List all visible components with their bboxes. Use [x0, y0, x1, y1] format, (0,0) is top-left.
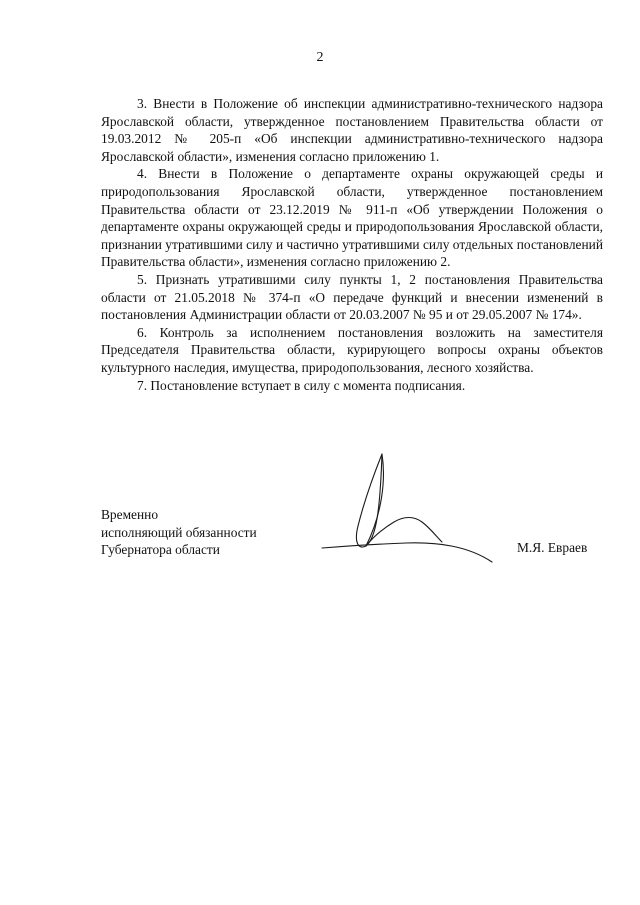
document-body — [101, 95, 603, 394]
page-number: 2 — [316, 50, 324, 65]
signatory-title — [101, 506, 257, 559]
handwritten-signature — [318, 452, 498, 572]
signatory-title-line: Временно — [101, 507, 159, 522]
paragraph-7: 7. Постановление вступает в силу с момента подписания. — [137, 377, 466, 393]
signatory-title-line: Губернатора области — [101, 542, 220, 558]
paragraph-6: 6. Контроль за исполнением постановления возложить на заместителя Председателя Правительства области, курирующего вопросы охраны объектов культурного наследия, имущества, природопользования, лесного хозяйства. — [101, 324, 603, 375]
paragraph-4: 4. Внести в Положение о департаменте охраны окружающей среды и природопользования Ярославской области, утвержденное постановлением Правительства области от 23.12.2019 № 911-п «Об утверждении Положения о департаменте охраны окружающей среды и природопользования Ярославской области, признании утратившими силу и частично утратившими силу отдельных постановлений Правительства области», изменения согласно приложению 2. — [101, 166, 603, 270]
signatory-title-line: исполняющий обязанности — [101, 524, 257, 540]
paragraph-5: 5. Признать утратившими силу пункты 1, 2 постановления Правительства области от 21.05.2018 № 374-п «О передаче функций и внесении изменений в постановления Администрации области от 20.03.2007 № 95 и от 29.05.2007 № 174». — [101, 271, 603, 323]
paragraph-3: 3. Внести в Положение об инспекции административно-технического надзора Ярославской области, утвержденное постановлением Правительства области от 19.03.2012 № 205-п «Об инспекции административно-технического надзора Ярославской области», изменения согласно приложению 1. — [101, 96, 603, 164]
signer-name: М.Я. Евраев — [517, 540, 588, 555]
